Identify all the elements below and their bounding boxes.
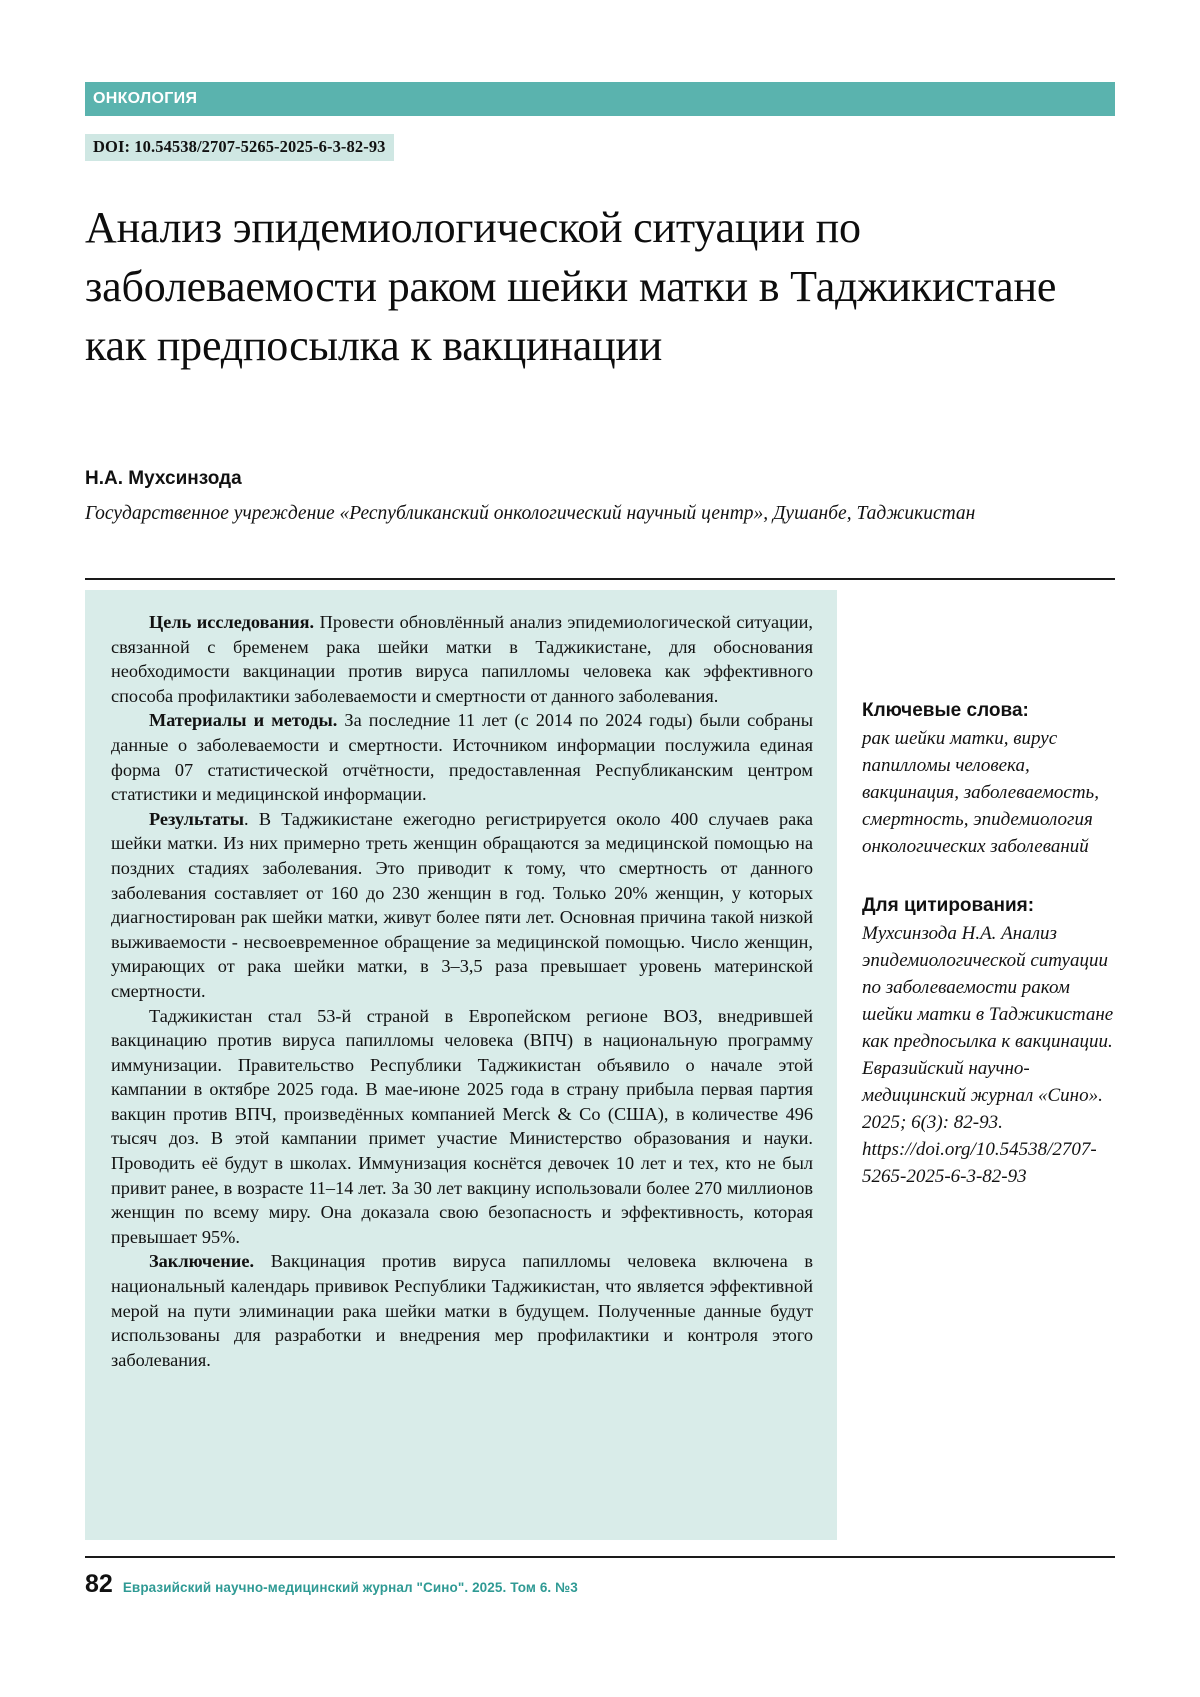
abstract-label-conclusion: Заключение. xyxy=(149,1251,255,1272)
keywords-text: рак шейки матки, вирус папилломы человека, вакцинация, заболеваемость, смертность, эпидемиология онкологических заболеваний xyxy=(862,728,1099,857)
journal-name: Евразийский научно-медицинский журнал "Сино". 2025. Том 6. №3 xyxy=(122,1580,578,1595)
abstract-label-results: Результаты xyxy=(149,808,245,829)
section-header-bar xyxy=(85,82,1115,116)
page-number: 82 xyxy=(85,1570,113,1598)
abstract-paragraph-purpose xyxy=(111,610,813,708)
abstract-text-methods: За последние 11 лет (с 2014 по 2024 годы) были собраны данные о заболеваемости и смертности. Источником информации послужила единая форма 07 статистической отчётности, предоставленная Республиканским центром статистики и медицинской информации. xyxy=(111,710,814,805)
keywords-heading: Ключевые слова: xyxy=(862,700,1029,721)
author-affiliation: Государственное учреждение «Республиканский онкологический научный центр», Душанбе, Таджикистан xyxy=(85,503,976,524)
abstract-paragraph-conclusion xyxy=(111,1249,813,1372)
abstract-paragraph-methods xyxy=(111,708,813,806)
doi-badge: DOI: 10.54538/2707-5265-2025-6-3-82-93 xyxy=(85,134,394,161)
divider-top xyxy=(85,578,1115,580)
abstract-label-methods: Материалы и методы. xyxy=(149,710,338,731)
citation-heading: Для цитирования: xyxy=(862,894,1035,916)
page-title: Анализ эпидемиологической ситуации по заболеваемости раком шейки матки в Таджикистане как предпосылка к вакцинации xyxy=(85,203,1057,370)
abstract-text-results: . В Таджикистане ежегодно регистрируется около 400 случаев рака шейки матки. Из них примерно треть женщин обращаются за медицинской помощью на поздних стадиях заболевания. Это приводит к тому, что смертность от данного заболевания составляет от 160 до 230 женщин в год. Только 20% женщин, у которых диагностирован рак шейки матки, живут более пяти лет. Основная причина такой низкой выживаемости - несвоевременное обращение за медицинской помощью. Число женщин, умирающих от рака шейки матки, в 3–3,5 раза превышает уровень материнской смертности. xyxy=(111,808,813,1001)
author-name: Н.А. Мухсинзода xyxy=(85,468,242,489)
abstract-paragraph-vaccination: Таджикистан стал 53-й страной в Европейском регионе ВОЗ, внедрившей вакцинацию против вируса папилломы человека (ВПЧ) в национальную программу иммунизации. Правительство Республики Таджикистан объявило о начале этой кампании в октябре 2025 года. В мае-июне 2025 года в страну прибыла первая партия вакцин против ВПЧ, произведённых компанией Merck & Co (США), в количестве 496 тысяч доз. В этой кампании примет участие Министерство образования и науки. Проводить её будут в школах. Иммунизация коснётся девочек 10 лет и тех, кто не был привит ранее, в возрасте 11–14 лет. За 30 лет вакцину использовали более 270 миллионов женщин по всему миру. Она доказала свою безопасность и эффективность, которая превышает 95%. xyxy=(111,1005,813,1247)
abstract-text-conclusion: Вакцинация против вируса папилломы человека включена в национальный календарь прививок Республики Таджикистан, что является эффективной мерой на пути элиминации рака шейки матки в будущем. Полученные данные будут использованы для разработки и внедрения мер профилактики и контроля этого заболевания. xyxy=(111,1251,813,1370)
abstract-paragraph-results xyxy=(111,807,813,1004)
abstract-text-purpose: Провести обновлённый анализ эпидемиологической ситуации, связанной с бременем рака шейки матки в Таджикистане, для обоснования необходимости вакцинации против вируса папилломы человека как эффективного способа профилактики заболеваемости и смертности от данного заболевания. xyxy=(111,612,813,706)
abstract-block xyxy=(85,590,837,1540)
page-footer xyxy=(85,1570,578,1599)
abstract-label-purpose: Цель исследования. xyxy=(149,612,315,632)
section-label: ОНКОЛОГИЯ xyxy=(93,90,198,107)
sidebar-metadata xyxy=(862,700,1114,1191)
citation-text: Мухсинзода Н.А. Анализ эпидемиологической ситуации по заболеваемости раком шейки матки в Таджикистане как предпосылка к вакцинации. Евразийский научно-медицинский журнал «Сино». 2025; 6(3): 82-93. https://doi.org/10.54538/2707-5265-2025-6-3-82-93 xyxy=(862,922,1114,1187)
divider-bottom xyxy=(85,1556,1115,1558)
